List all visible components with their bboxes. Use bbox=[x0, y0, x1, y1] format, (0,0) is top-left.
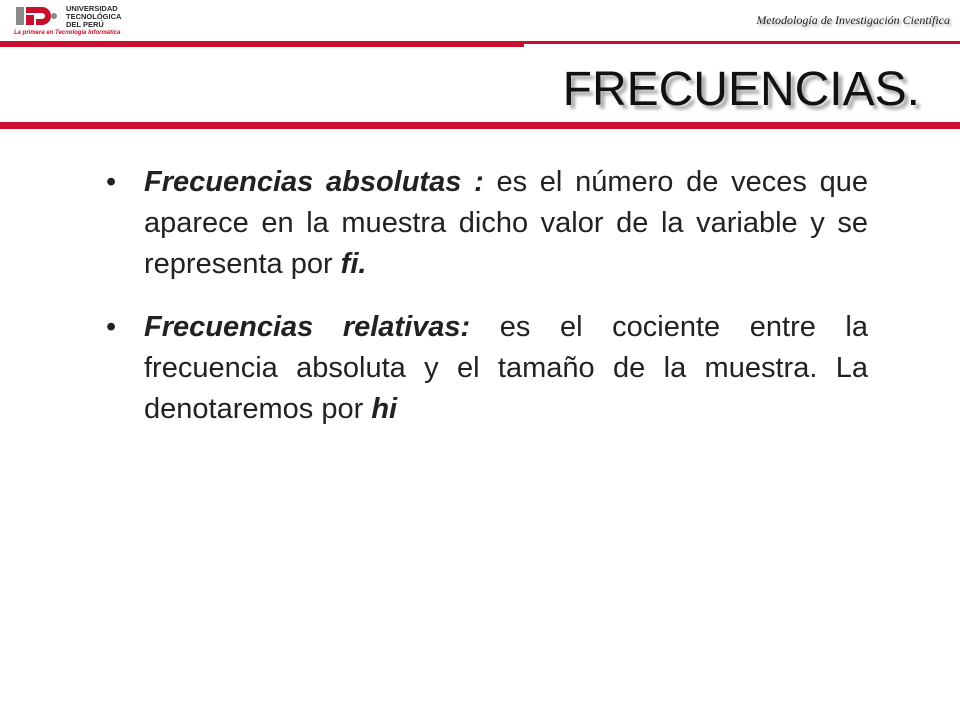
bullet-term: Frecuencias absolutas : bbox=[144, 166, 484, 198]
bullet-frecuencias-relativas bbox=[104, 307, 868, 430]
logo-line-del-peru: DEL PERÚ bbox=[66, 20, 104, 29]
bullet-symbol: hi bbox=[371, 393, 398, 425]
logo-line-tecnologica: TECNOLÓGICA bbox=[66, 12, 122, 21]
logo-tagline: La primera en Tecnología Informática bbox=[14, 30, 121, 36]
logo-line-universidad: UNIVERSIDAD bbox=[66, 4, 118, 13]
bullet-marker: • bbox=[106, 311, 117, 343]
bullet-text: es el cociente entre la frecuencia absoluta y el tamaño de la muestra. La denotaremos por bbox=[144, 311, 869, 425]
bullet-frecuencias-absolutas bbox=[104, 162, 868, 285]
bullet-text: es el número de veces que aparece en la muestra dicho valor de la variable y se representa por bbox=[144, 166, 868, 280]
bullet-list bbox=[104, 162, 868, 452]
course-subtitle: Metodología de Investigación Científica bbox=[756, 13, 950, 27]
utp-logo bbox=[14, 3, 154, 37]
bullet-symbol: fi. bbox=[340, 248, 367, 280]
bullet-term: Frecuencias relativas: bbox=[144, 311, 471, 343]
bullet-marker: • bbox=[106, 166, 117, 198]
slide-title: FRECUENCIAS. bbox=[562, 63, 920, 116]
utp-logo-mark-icon bbox=[14, 3, 62, 29]
title-underline bbox=[0, 122, 960, 129]
